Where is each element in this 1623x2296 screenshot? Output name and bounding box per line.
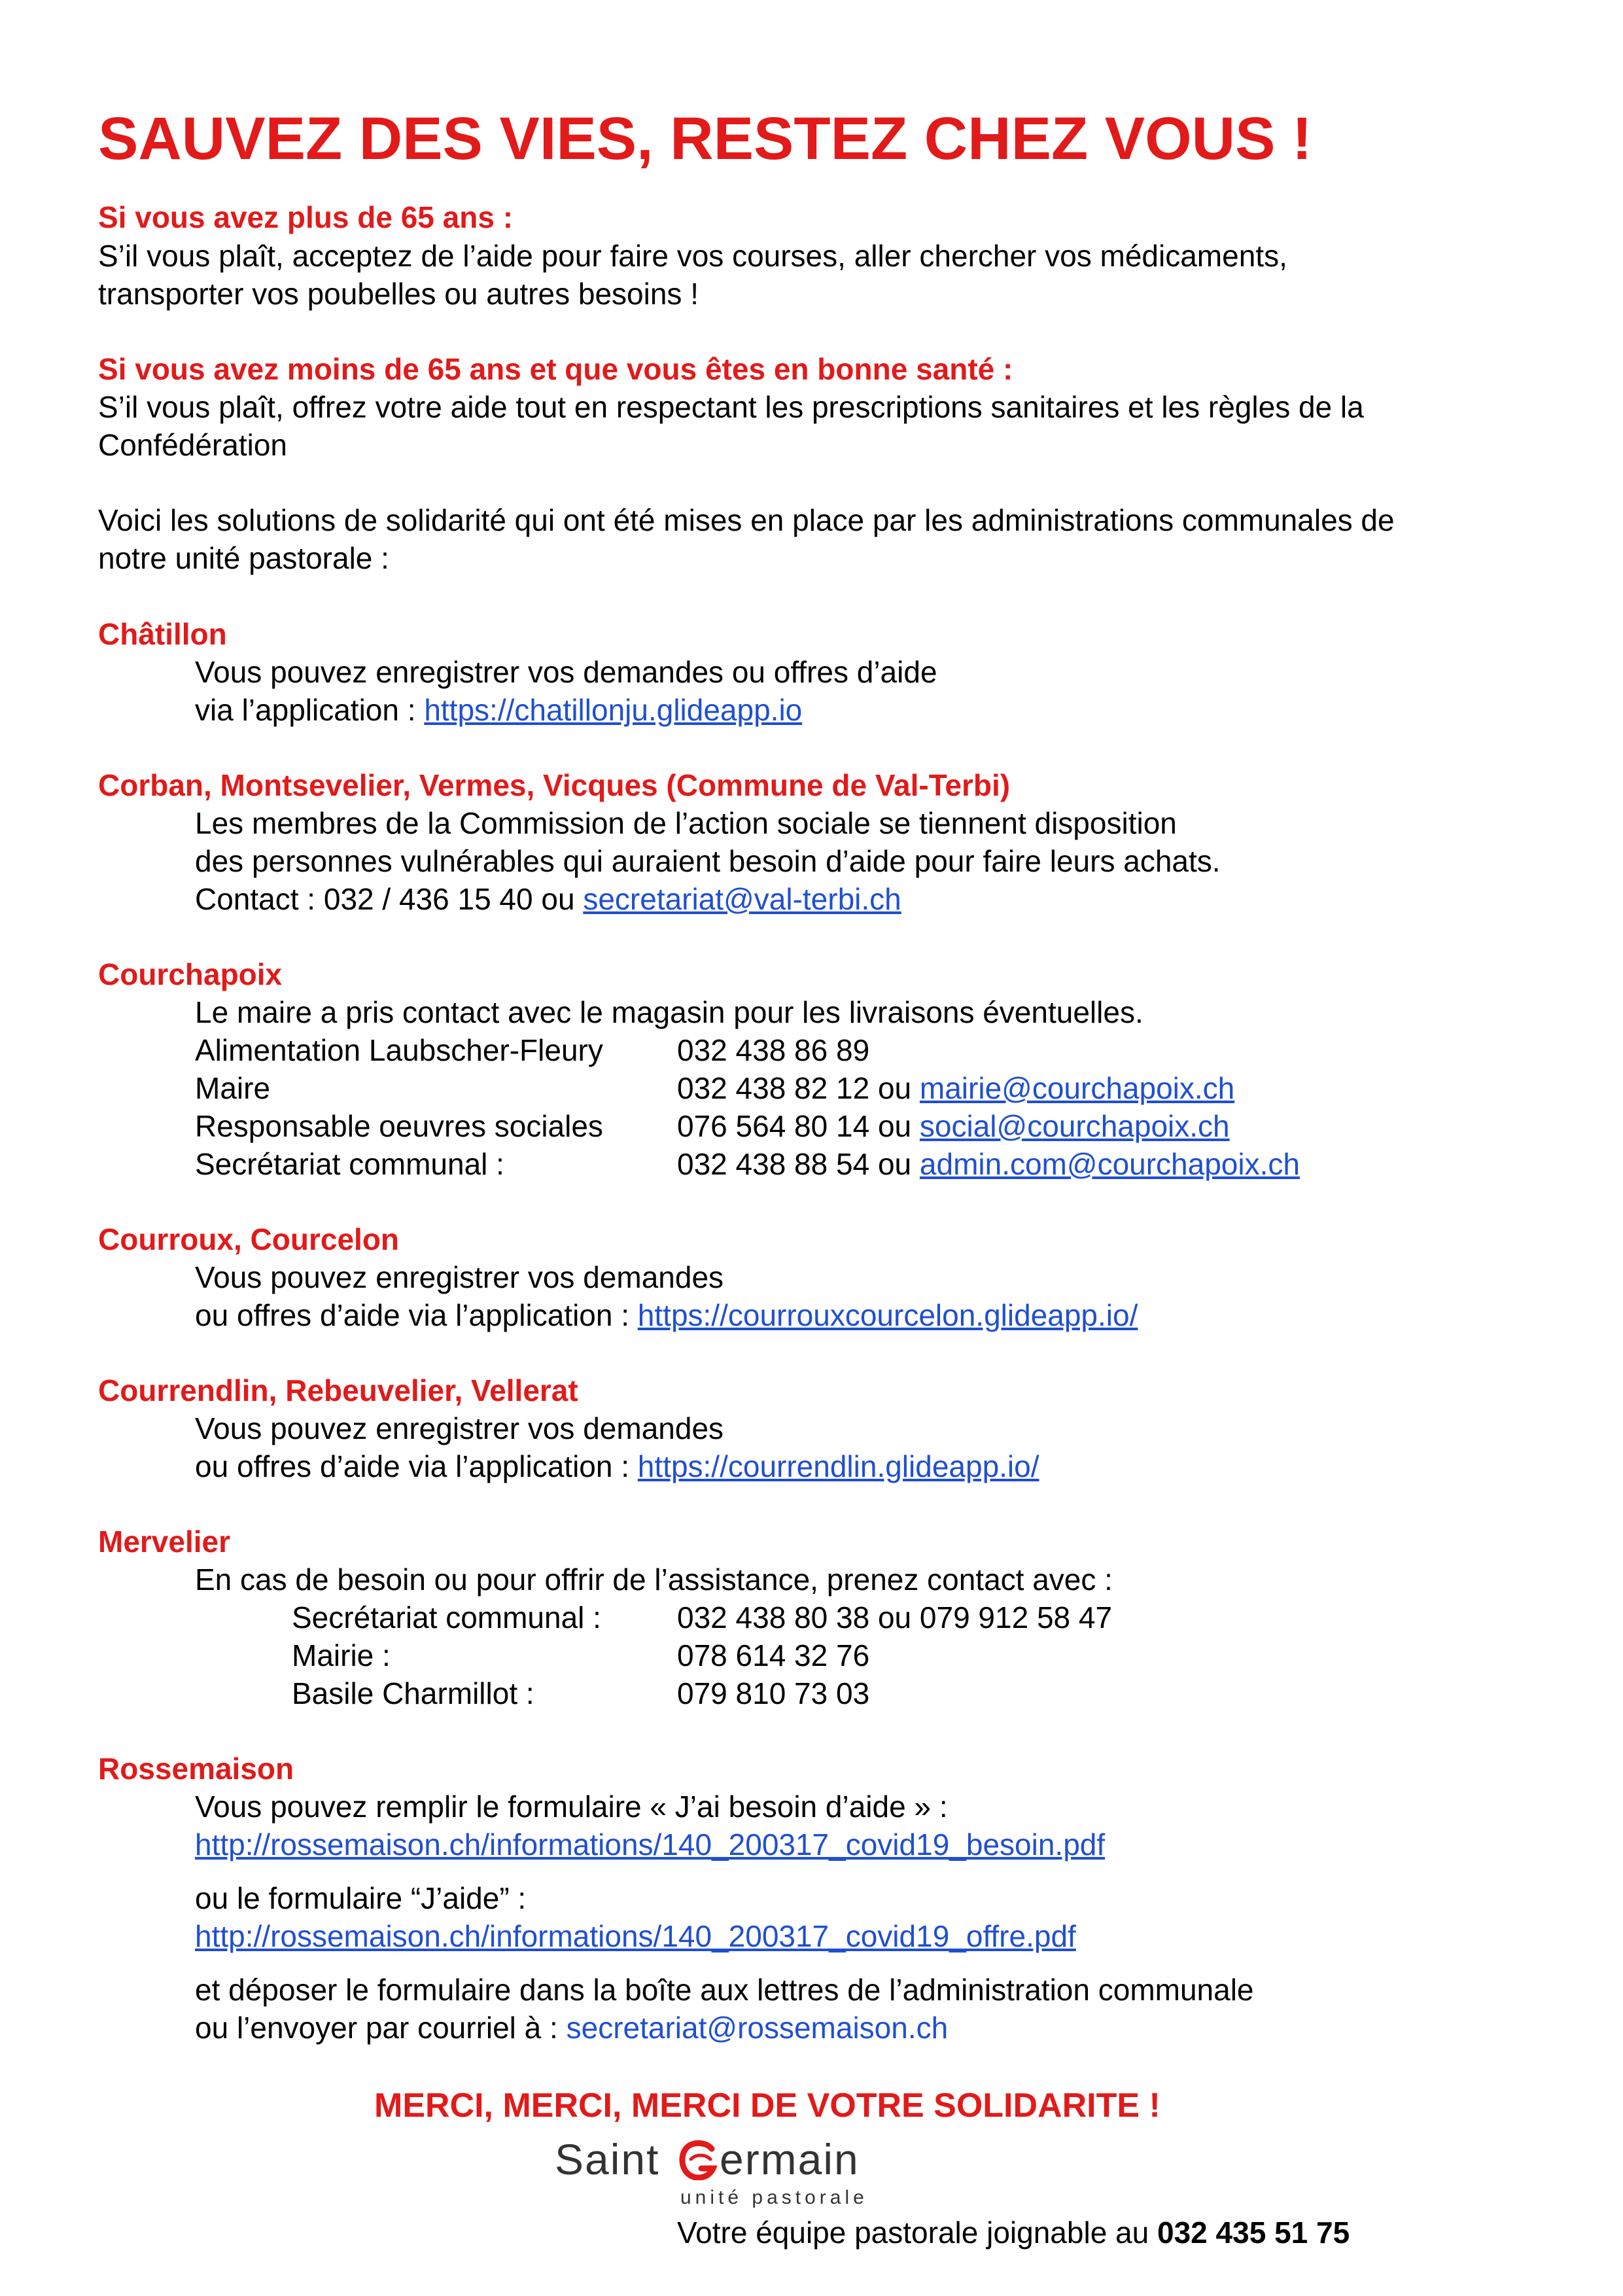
courchapoix-phone: 076 564 80 14 (677, 1109, 870, 1143)
section-heading-courroux: Courroux, Courcelon (98, 1222, 400, 1256)
pastoral-team-text: Votre équipe pastorale joignable au (677, 2216, 1158, 2250)
courrendlin-line1: Vous pouvez enregistrer vos demandes (195, 1411, 724, 1445)
courrendlin-app-link[interactable]: https://courrendlin.glideapp.io/ (637, 1449, 1039, 1483)
logo-subtitle: unité pastorale (680, 2187, 868, 2208)
logo-word-germain: ermain (720, 2135, 860, 2183)
courchapoix-contact-label: Maire (195, 1071, 271, 1105)
logo-g-mark-icon (679, 2140, 718, 2179)
paragraph-over-65-line2: transporter vos poubelles ou autres besoins ! (98, 277, 699, 311)
chatillon-line1: Vous pouvez enregistrer vos demandes ou offres d’aide (195, 655, 937, 689)
mervelier-contact-label: Secrétariat communal : (292, 1600, 601, 1634)
paragraph-under-65-line1: S’il vous plaît, offrez votre aide tout en respectant les prescriptions sanitaires et les règles de la (98, 390, 1364, 424)
courrendlin-line2 (195, 1449, 1039, 1484)
chatillon-line2 (195, 692, 802, 728)
rossemaison-email: secretariat@rossemaison.ch (566, 2011, 949, 2045)
mervelier-contact-value: 078 614 32 76 (677, 1638, 870, 1672)
rossemaison-line3: et déposer le formulaire dans la boîte aux lettres de l’administration communale (195, 1973, 1254, 2007)
courchapoix-contact-label: Alimentation Laubscher-Fleury (195, 1033, 603, 1067)
page-title: SAUVEZ DES VIES, RESTEZ CHEZ VOUS ! (98, 105, 1312, 172)
section-heading-val-terbi: Corban, Montsevelier, Vermes, Vicques (Commune de Val-Terbi) (98, 768, 1011, 802)
courchapoix-phone: 032 438 88 54 (677, 1147, 870, 1181)
rossemaison-offre-link[interactable]: http://rossemaison.ch/informations/140_200317_covid19_offre.pdf (195, 1919, 1076, 1953)
rossemaison-line2: ou le formulaire “J’aide” : (195, 1881, 527, 1915)
section-heading-mervelier: Mervelier (98, 1525, 231, 1559)
paragraph-under-65-line2: Confédération (98, 428, 287, 462)
courchapoix-email-link[interactable]: social@courchapoix.ch (919, 1109, 1230, 1143)
val-terbi-contact (195, 881, 901, 917)
chatillon-app-link[interactable]: https://chatillonju.glideapp.io (424, 693, 803, 727)
courchapoix-contact-label: Secrétariat communal : (195, 1147, 504, 1181)
courchapoix-phone: 032 438 86 89 (677, 1033, 870, 1067)
val-terbi-line1: Les membres de la Commission de l’action sociale se tiennent disposition (195, 806, 1177, 840)
rossemaison-besoin-link[interactable]: http://rossemaison.ch/informations/140_200317_covid19_besoin.pdf (195, 1828, 1106, 1862)
rossemaison-line4-text: ou l’envoyer par courriel à : (195, 2011, 567, 2045)
section-heading-courchapoix: Courchapoix (98, 957, 283, 991)
chatillon-line2-text: via l’application : (195, 693, 425, 727)
mervelier-contact-value: 079 810 73 03 (677, 1676, 870, 1710)
paragraph-over-65-line1: S’il vous plaît, acceptez de l’aide pour faire vos courses, aller chercher vos médicaments, (98, 239, 1287, 273)
thanks-banner: MERCI, MERCI, MERCI DE VOTRE SOLIDARITE ! (374, 2087, 1161, 2125)
courroux-app-link[interactable]: https://courrouxcourcelon.glideapp.io/ (637, 1298, 1138, 1332)
saint-germain-logo (555, 2134, 869, 2206)
courroux-line1: Vous pouvez enregistrer vos demandes (195, 1260, 724, 1294)
rossemaison-line4 (195, 2010, 948, 2045)
heading-over-65: Si vous avez plus de 65 ans : (98, 200, 514, 234)
courchapoix-phone: 032 438 82 12 (677, 1071, 870, 1105)
paragraph-solutions-line1: Voici les solutions de solidarité qui ont été mises en place par les administrations communales de (98, 503, 1395, 537)
courchapoix-contact-value (677, 1033, 869, 1068)
mervelier-line1: En cas de besoin ou pour offrir de l’assistance, prenez contact avec : (195, 1563, 1113, 1597)
section-heading-rossemaison: Rossemaison (98, 1752, 294, 1786)
val-terbi-email-link[interactable]: secretariat@val-terbi.ch (583, 882, 901, 916)
heading-under-65: Si vous avez moins de 65 ans et que vous êtes en bonne santé : (98, 352, 1013, 386)
courchapoix-contact-value (677, 1070, 1234, 1106)
courchapoix-contact-label: Responsable oeuvres sociales (195, 1109, 603, 1143)
courroux-line2 (195, 1298, 1138, 1333)
val-terbi-contact-text: Contact : 032 / 436 15 40 ou (195, 882, 584, 916)
section-heading-chatillon: Châtillon (98, 617, 227, 651)
courchapoix-email-link[interactable]: admin.com@courchapoix.ch (919, 1147, 1300, 1181)
courchapoix-email-link[interactable]: mairie@courchapoix.ch (919, 1071, 1235, 1105)
pastoral-team-contact (677, 2215, 1350, 2250)
courrendlin-line2-text: ou offres d’aide via l’application : (195, 1449, 638, 1483)
mervelier-contact-value: 032 438 80 38 ou 079 912 58 47 (677, 1600, 1113, 1634)
or-text: ou (869, 1147, 920, 1181)
courroux-line2-text: ou offres d’aide via l’application : (195, 1298, 638, 1332)
courchapoix-contact-value (677, 1146, 1300, 1182)
rossemaison-line1: Vous pouvez remplir le formulaire « J’ai besoin d’aide » : (195, 1790, 948, 1824)
val-terbi-line2: des personnes vulnérables qui auraient besoin d’aide pour faire leurs achats. (195, 844, 1221, 878)
courchapoix-contact-value (677, 1108, 1230, 1144)
or-text: ou (869, 1109, 920, 1143)
paragraph-solutions-line2: notre unité pastorale : (98, 541, 389, 575)
mervelier-contact-label: Mairie : (292, 1638, 391, 1672)
courchapoix-line1: Le maire a pris contact avec le magasin pour les livraisons éventuelles. (195, 995, 1143, 1029)
or-text: ou (869, 1071, 920, 1105)
logo-word-saint: Saint (555, 2135, 660, 2183)
pastoral-team-phone: 032 435 51 75 (1157, 2216, 1350, 2250)
section-heading-courrendlin: Courrendlin, Rebeuvelier, Vellerat (98, 1373, 578, 1407)
mervelier-contact-label: Basile Charmillot : (292, 1676, 534, 1710)
